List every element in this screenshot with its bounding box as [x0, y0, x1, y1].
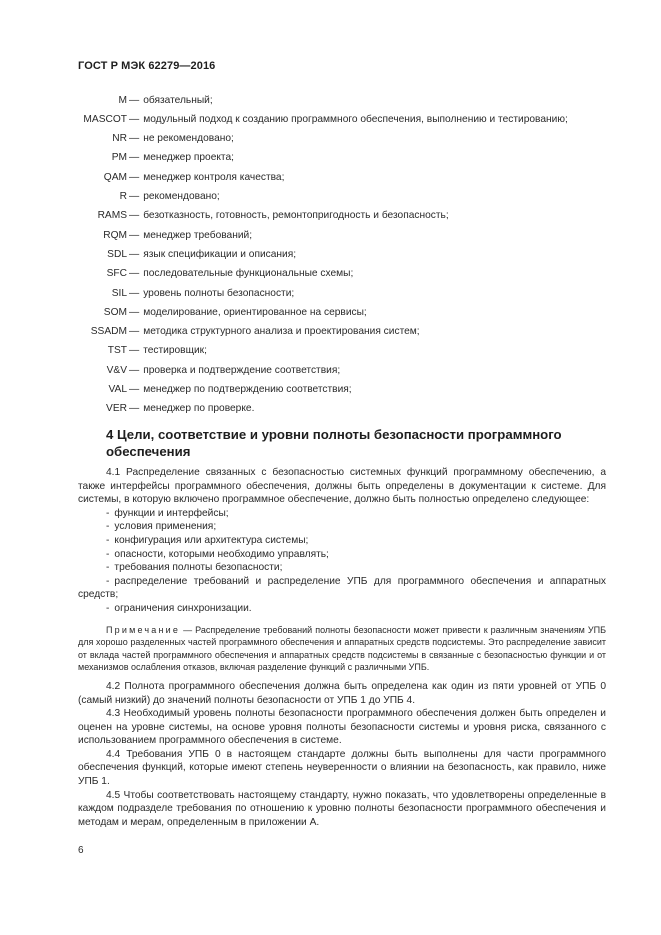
abbreviation-list: [0, 91, 661, 419]
abbreviation-term: SIL: [111, 287, 127, 299]
dash: —: [129, 326, 140, 338]
abbreviation-definition: менеджер по проверке.: [143, 403, 255, 415]
abbreviation-term: SDL: [107, 248, 127, 260]
list-item-text: конфигурация или архитектура системы;: [114, 534, 309, 546]
dash: —: [129, 210, 140, 222]
abbreviation-definition: последовательные функциональные схемы;: [143, 268, 354, 280]
dash: —: [129, 345, 140, 357]
abbreviation-term: VAL: [108, 384, 127, 395]
abbreviation-definition: моделирование, ориентированное на сервисы;: [143, 306, 367, 318]
bullet: -: [106, 602, 110, 614]
paragraph-4-4: 4.4 Требования УПБ 0 в настоящем стандарте должны быть выполнены для части программного обеспечения функций, которые имеют степень неуверенности о влиянии на безопасность, как правило, ниже УПБ 1.: [78, 748, 606, 788]
abbreviation-item: [0, 91, 661, 110]
bullet: -: [106, 507, 110, 519]
abbreviation-term: M: [118, 94, 127, 106]
list-item: [78, 534, 606, 548]
abbreviation-definition: тестировщик;: [143, 345, 207, 357]
list-item-text: функции и интерфейсы;: [114, 507, 229, 519]
abbreviation-item: [0, 187, 661, 206]
abbreviation-item: [0, 226, 661, 245]
section-body: [78, 466, 606, 829]
abbreviation-item: [0, 323, 661, 342]
list-item-text: распределение требований и распределение УПБ для программного обеспечения и аппаратных средств;: [78, 575, 606, 601]
bullet: -: [106, 521, 110, 533]
note: [78, 624, 606, 674]
note-text: — Распределение требований полноты безопасности может привести к различным значениям УПБ для хорошо разделенных частей программного обеспечения и аппаратных средств подсистемы. Это распределение зависит от вклада частей программного обеспечения и аппаратных средств подсистемы в связанные с безопасностью функции и от механизмов ослабления отказов, включая разделение функций с различными УПБ.: [78, 624, 606, 673]
abbreviation-definition: менеджер контроля качества;: [143, 171, 285, 183]
dash: —: [129, 152, 140, 164]
abbreviation-item: [0, 168, 661, 187]
abbreviation-item: [0, 110, 661, 129]
document-header: ГОСТ Р МЭК 62279—2016: [78, 60, 216, 72]
section-heading: 4 Цели, соответствие и уровни полноты безопасности программного обеспечения: [106, 427, 562, 459]
abbreviation-term: RQM: [103, 229, 127, 241]
dash: —: [129, 287, 140, 299]
abbreviation-item: [0, 303, 661, 322]
abbreviation-item: [0, 245, 661, 264]
abbreviation-definition: проверка и подтверждение соответствия;: [143, 364, 341, 376]
abbreviation-definition: не рекомендовано;: [143, 133, 234, 145]
abbreviation-term: RAMS: [97, 210, 127, 222]
abbreviation-definition: обязательный;: [143, 94, 213, 106]
abbreviation-term: QAM: [103, 171, 127, 183]
abbreviation-term: MASCOT: [83, 113, 127, 125]
paragraph-4-1: 4.1 Распределение связанных с безопасностью системных функций программному обеспечению, а также интерфейсы программного обеспечения, должны быть определены в документации к системе. Для системы, в которую включено программное обеспечение, должно быть полностью определено следующее:: [78, 467, 606, 506]
list-item-text: требования полноты безопасности;: [114, 562, 283, 574]
abbreviation-term: SOM: [103, 306, 127, 318]
abbreviation-term: SSADM: [90, 326, 127, 338]
abbreviation-term: SFC: [106, 268, 127, 280]
list-item: [78, 507, 606, 521]
dash: —: [129, 268, 140, 280]
paragraph-4-3: 4.3 Необходимый уровень полноты безопасности программного обеспечения должен быть определен и оценен на уровне системы, на основе уровня полноты безопасности системы и уровня риска, связанного с использованием программного обеспечения в системе.: [78, 708, 606, 747]
abbreviation-definition: язык спецификации и описания;: [143, 248, 297, 260]
abbreviation-definition: менеджер по подтверждению соответствия;: [143, 384, 352, 395]
dash: —: [129, 133, 140, 145]
bullet: -: [106, 562, 110, 574]
dash: —: [129, 306, 140, 318]
list-item-text: ограничения синхронизации.: [114, 602, 252, 614]
dash: —: [129, 94, 140, 106]
abbreviation-term: NR: [112, 133, 127, 145]
abbreviation-definition: безотказность, готовность, ремонтопригодность и безопасность;: [143, 210, 449, 222]
abbreviation-item: [0, 149, 661, 168]
abbreviation-item: [0, 130, 661, 149]
list-item: [78, 520, 606, 534]
abbreviation-term: TST: [107, 345, 127, 357]
abbreviation-definition: модульный подход к созданию программного обеспечения, выполнению и тестированию;: [143, 113, 568, 125]
abbreviation-definition: рекомендовано;: [143, 191, 220, 203]
list-item: [78, 561, 606, 575]
abbreviation-definition: менеджер проекта;: [143, 152, 234, 164]
abbreviation-item: [0, 380, 661, 399]
abbreviation-term: V&V: [106, 364, 127, 376]
dash: —: [129, 384, 140, 395]
abbreviation-item: [0, 400, 661, 419]
bullet: -: [106, 575, 110, 587]
abbreviation-term: R: [119, 191, 127, 203]
abbreviation-definition: уровень полноты безопасности;: [143, 287, 295, 299]
abbreviation-item: [0, 342, 661, 361]
list-item: [78, 548, 606, 562]
list-item-text: опасности, которыми необходимо управлять;: [114, 548, 329, 560]
paragraph-4-5: 4.5 Чтобы соответствовать настоящему стандарту, нужно показать, что удовлетворены определенные в каждом подразделе требования по отношению к уровню полноты безопасности программного обеспечения и методам и мерам, определенным в приложении А.: [78, 789, 606, 828]
dash: —: [129, 403, 140, 415]
dash: —: [129, 171, 140, 183]
dash: —: [129, 191, 140, 203]
list-item: [78, 602, 606, 616]
dash: —: [129, 229, 140, 241]
bullet: -: [106, 548, 110, 560]
abbreviation-term: PM: [111, 152, 127, 164]
dash: —: [129, 248, 140, 260]
abbreviation-item: [0, 361, 661, 380]
bullet: -: [106, 534, 110, 546]
abbreviation-item: [0, 265, 661, 284]
note-label: Примечание: [106, 624, 181, 635]
abbreviation-definition: методика структурного анализа и проектирования систем;: [143, 326, 420, 338]
paragraph-4-2: 4.2 Полнота программного обеспечения должна быть определена как один из пяти уровней от УПБ 0 (самый низкий) до значений полноты безопасности от УПБ 1 до УПБ 4.: [78, 680, 606, 706]
list-item-text: условия применения;: [114, 521, 217, 533]
dash: —: [129, 364, 140, 376]
abbreviation-item: [0, 284, 661, 303]
list-item: [78, 575, 606, 602]
abbreviation-item: [0, 207, 661, 226]
abbreviation-definition: менеджер требований;: [143, 229, 253, 241]
page-number: 6: [78, 845, 84, 856]
abbreviation-term: VER: [106, 403, 127, 415]
dash: —: [129, 113, 140, 125]
